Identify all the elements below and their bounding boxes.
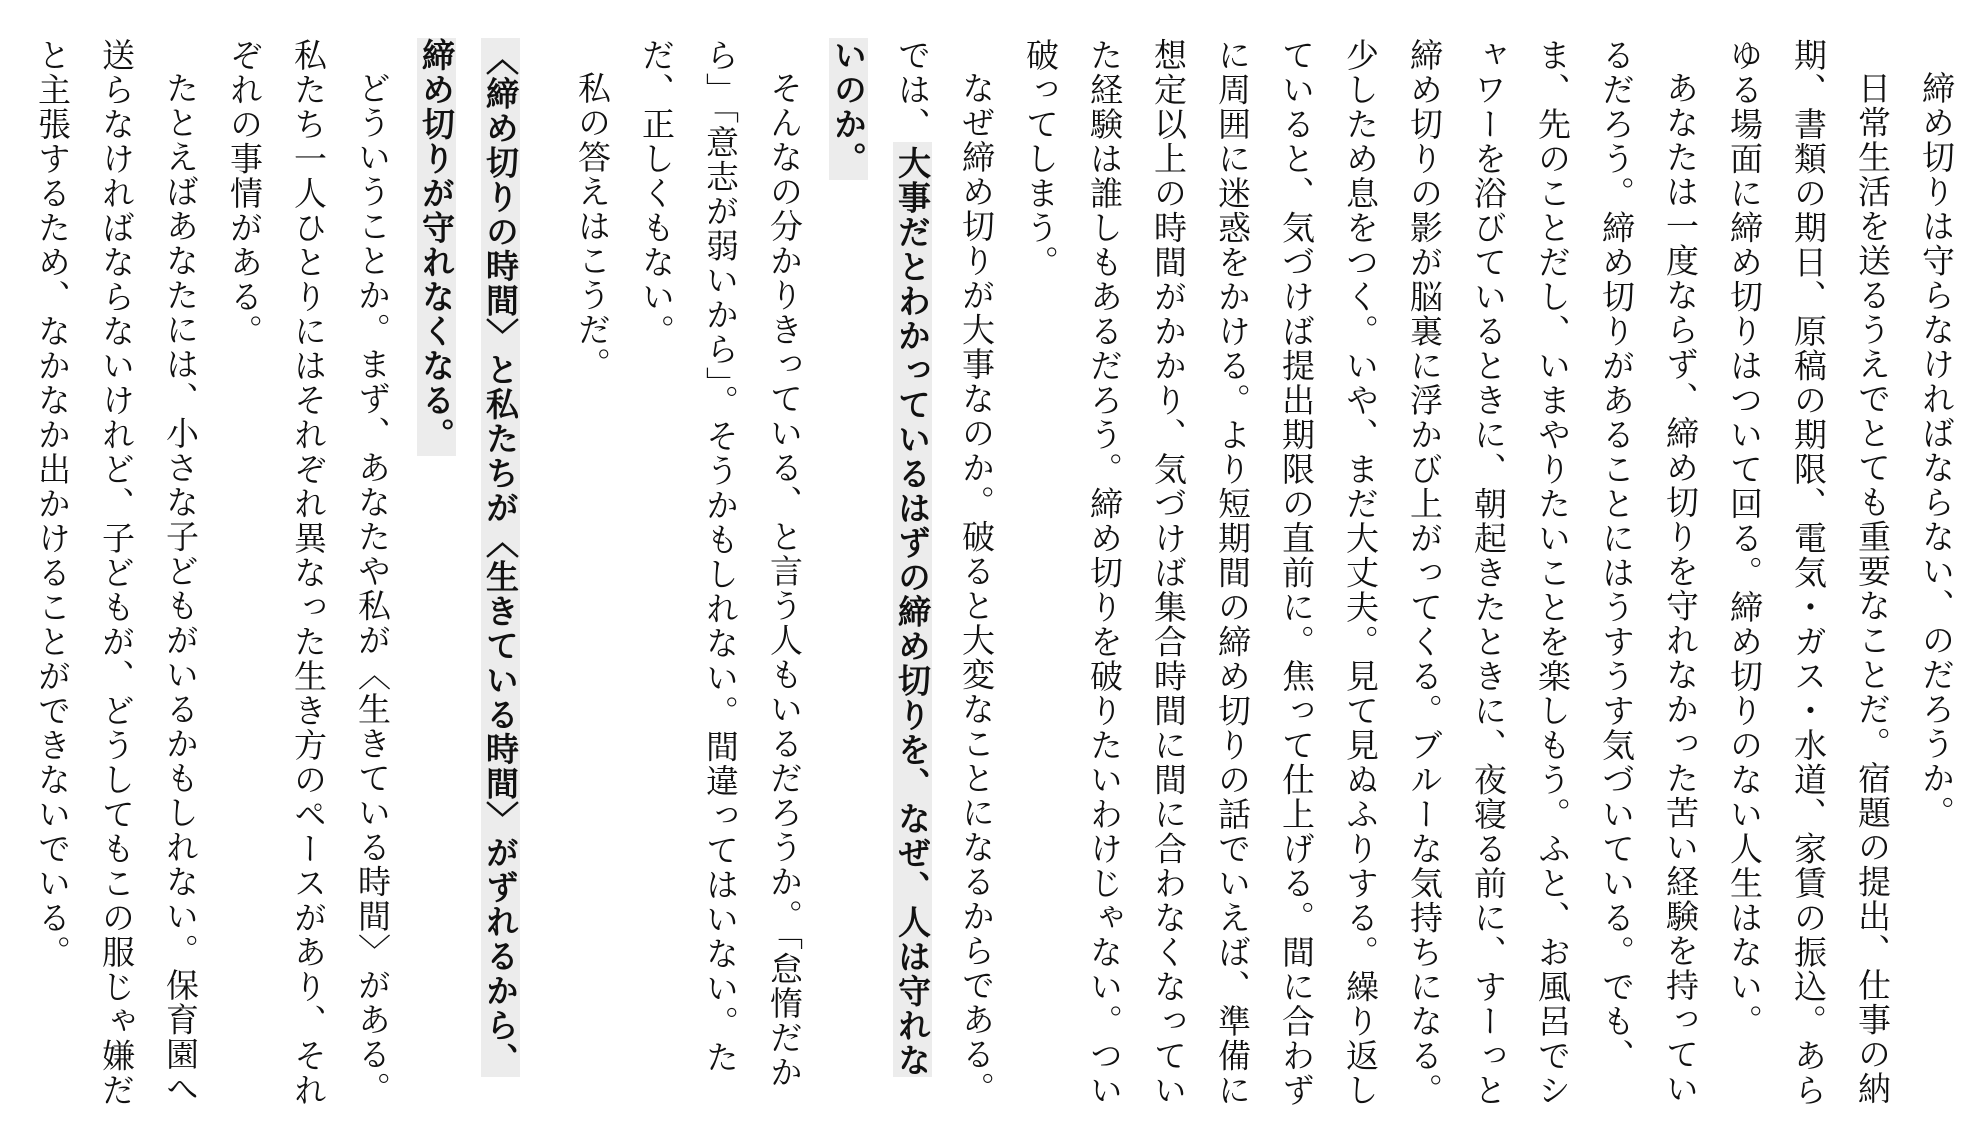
- paragraph-bitter-experience-text: あなたは一度ならず、締め切りを守れなかった苦い経験を持っているだろう。締め切りがあることにはうすうす気づいている。でも、ま、先のことだし、いまやりたいことを楽しもう。ふと、お風呂でシャワーを浴びているときに、朝起きたときに、夜寝る前に、すーっと締め切りの影が脳裏に浮かび上がってくる。ブルーな気持ちになる。少しため息をつく。いや、まだ大丈夫。見て見ぬふりする。繰り返していると、気づけば提出期限の直前に。焦って仕上げる。間に合わずに周囲に迷惑をかける。より短期間の締め切りの話でいえば、準備に想定以上の時間がかかり、気づけば集合時間に間に合わなくなっていた経験は誰しもあるだろう。締め切りを破りたいわけじゃない。つい破ってしまう。: [1021, 38, 1700, 1108]
- paragraph-thesis: [404, 38, 532, 1110]
- paragraph-gap: [532, 38, 560, 1110]
- paragraph-living-time: どういうことか。まず、あなたや私が〈生きている時間〉がある。私たち一人ひとりにはそれぞれ異なった生き方のペースがあり、それぞれの事情がある。: [225, 38, 392, 1108]
- emphasis-key-question: 大事だとわかっているはずの締め切りを、なぜ、人は守れないのか。: [829, 38, 932, 1077]
- paragraph-opening-question: 締め切りは守らなければならない、のだろうか。: [1917, 71, 1956, 830]
- paragraph-bitter-experience: [1008, 38, 1712, 1110]
- paragraph-obvious-answer: そんなの分かりきっている、と言う人もいるだろうか。「怠惰だから」「意志が弱いから」。そうかもしれない。間違ってはいない。ただ、正しくもない。: [637, 38, 804, 1090]
- paragraph-example-child: たとえばあなたには、小さな子どもがいるかもしれない。保育園へ送らなければならないけれど、子どもが、どうしてもこの服じゃ嫌だと主張するため、なかなか出かけることができないでいる。: [33, 38, 200, 1108]
- paragraph-deadlines-everywhere: 日常生活を送るうえでとても重要なことだ。宿題の提出、仕事の納期、書類の期日、原稿の期限、電気・ガス・水道、家賃の振込。あらゆる場面に締め切りはついて回る。締め切りのない人生はない。: [1725, 38, 1892, 1108]
- paragraph-my-answer: 私の答えはこうだ。: [573, 71, 612, 382]
- paragraph-why-text: なぜ締め切りが大事なのか。破ると大変なことになるからである。では、: [893, 38, 996, 1106]
- emphasis-thesis: 〈締め切りの時間〉と私たちが〈生きている時間〉がずれるから、締め切りが守れなくなる。: [417, 38, 520, 1077]
- vertical-text-body: [20, 38, 1966, 1110]
- paragraph-why-deadlines-matter: [816, 38, 1008, 1110]
